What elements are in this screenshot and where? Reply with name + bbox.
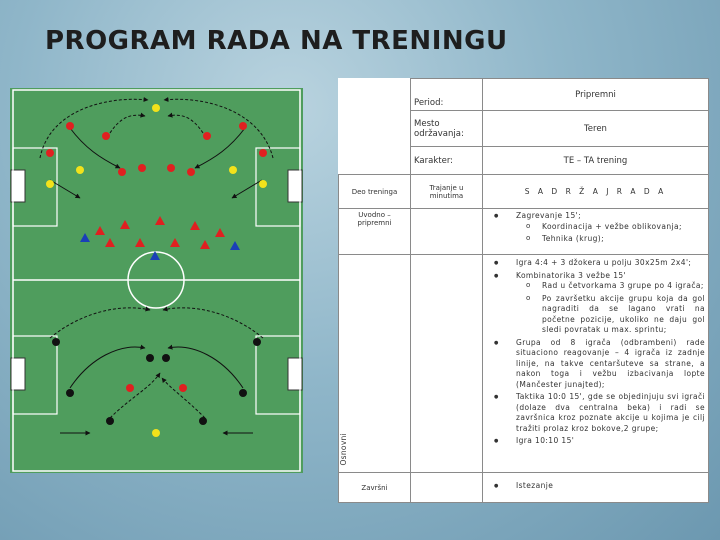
- tactics-diagram: [10, 88, 303, 473]
- list-item: o Koordinacija + vežbe oblikovanja;: [516, 222, 705, 233]
- col-part-header: Deo treninga: [339, 175, 411, 209]
- section-main-duration: [411, 255, 483, 473]
- list-item: ● Istezanje: [486, 481, 705, 492]
- list-item: ● Zagrevanje 15'; o Koordinacija + vežbe oblikovanja; o Tehnika (krug);: [486, 211, 705, 245]
- section-final-name: Završni: [339, 473, 411, 503]
- list-item: o Po završetku akcije grupu koja da gol nagraditi da se lagano vrati na početne pozicije, ukoliko ne daju gol sledi povratak u max. sprintu;: [516, 294, 705, 336]
- list-item: ● Igra 4:4 + 3 džokera u polju 30x25m 2x4';: [486, 258, 705, 269]
- list-item: o Rad u četvorkama 3 grupe po 4 igrača;: [516, 281, 705, 292]
- list-item: ● Igra 10:10 15': [486, 436, 705, 447]
- section-final-content: [483, 473, 709, 503]
- list-item: ● Kombinatorika 3 vežbe 15' o Rad u četvorkama 3 grupe po 4 igrača; o Po završetku akcije grupu koja da gol nagraditi da se lagano vrati na početne pozicije, ukoliko ne daju gol sledi povratak u max. sprintu;: [486, 271, 705, 336]
- list-item: o Tehnika (krug);: [516, 234, 705, 245]
- list-item: ● Taktika 10:0 15', gde se objedinjuju svi igrači (dolaze dva centralna beka) i radi se završnica kroz poznate akcije u kojima je cilj tražiti prolaz kroz bokove,2 grupe;: [486, 392, 705, 434]
- place-label: Mesto održavanja:: [411, 111, 483, 147]
- section-intro-duration: [411, 209, 483, 255]
- training-plan-table: [338, 78, 709, 503]
- col-content-header: S A D R Ž A J R A D A: [483, 175, 709, 209]
- character-label: Karakter:: [411, 147, 483, 175]
- page-title: PROGRAM RADA NA TRENINGU: [45, 26, 508, 56]
- col-duration-header: Trajanje u minutima: [411, 175, 483, 209]
- football-pitch: [10, 88, 303, 473]
- section-intro-name: Uvodno – pripremni: [339, 209, 411, 255]
- section-intro-content: [483, 209, 709, 255]
- period-value: Pripremni: [483, 79, 709, 111]
- section-main-content: [483, 255, 709, 473]
- character-value: TE – TA trening: [483, 147, 709, 175]
- section-main-name: Osnovni: [339, 255, 411, 473]
- period-label: Period:: [411, 79, 483, 111]
- section-final-duration: [411, 473, 483, 503]
- place-value: Teren: [483, 111, 709, 147]
- list-item: ● Grupa od 8 igrača (odbrambeni) rade situaciono reagovanje – 4 igrača iz zadnje linije, na takve centaršuteve sa strane, a nakon toga i vežbu izbacivanja lopte (Mančester junajted);: [486, 338, 705, 391]
